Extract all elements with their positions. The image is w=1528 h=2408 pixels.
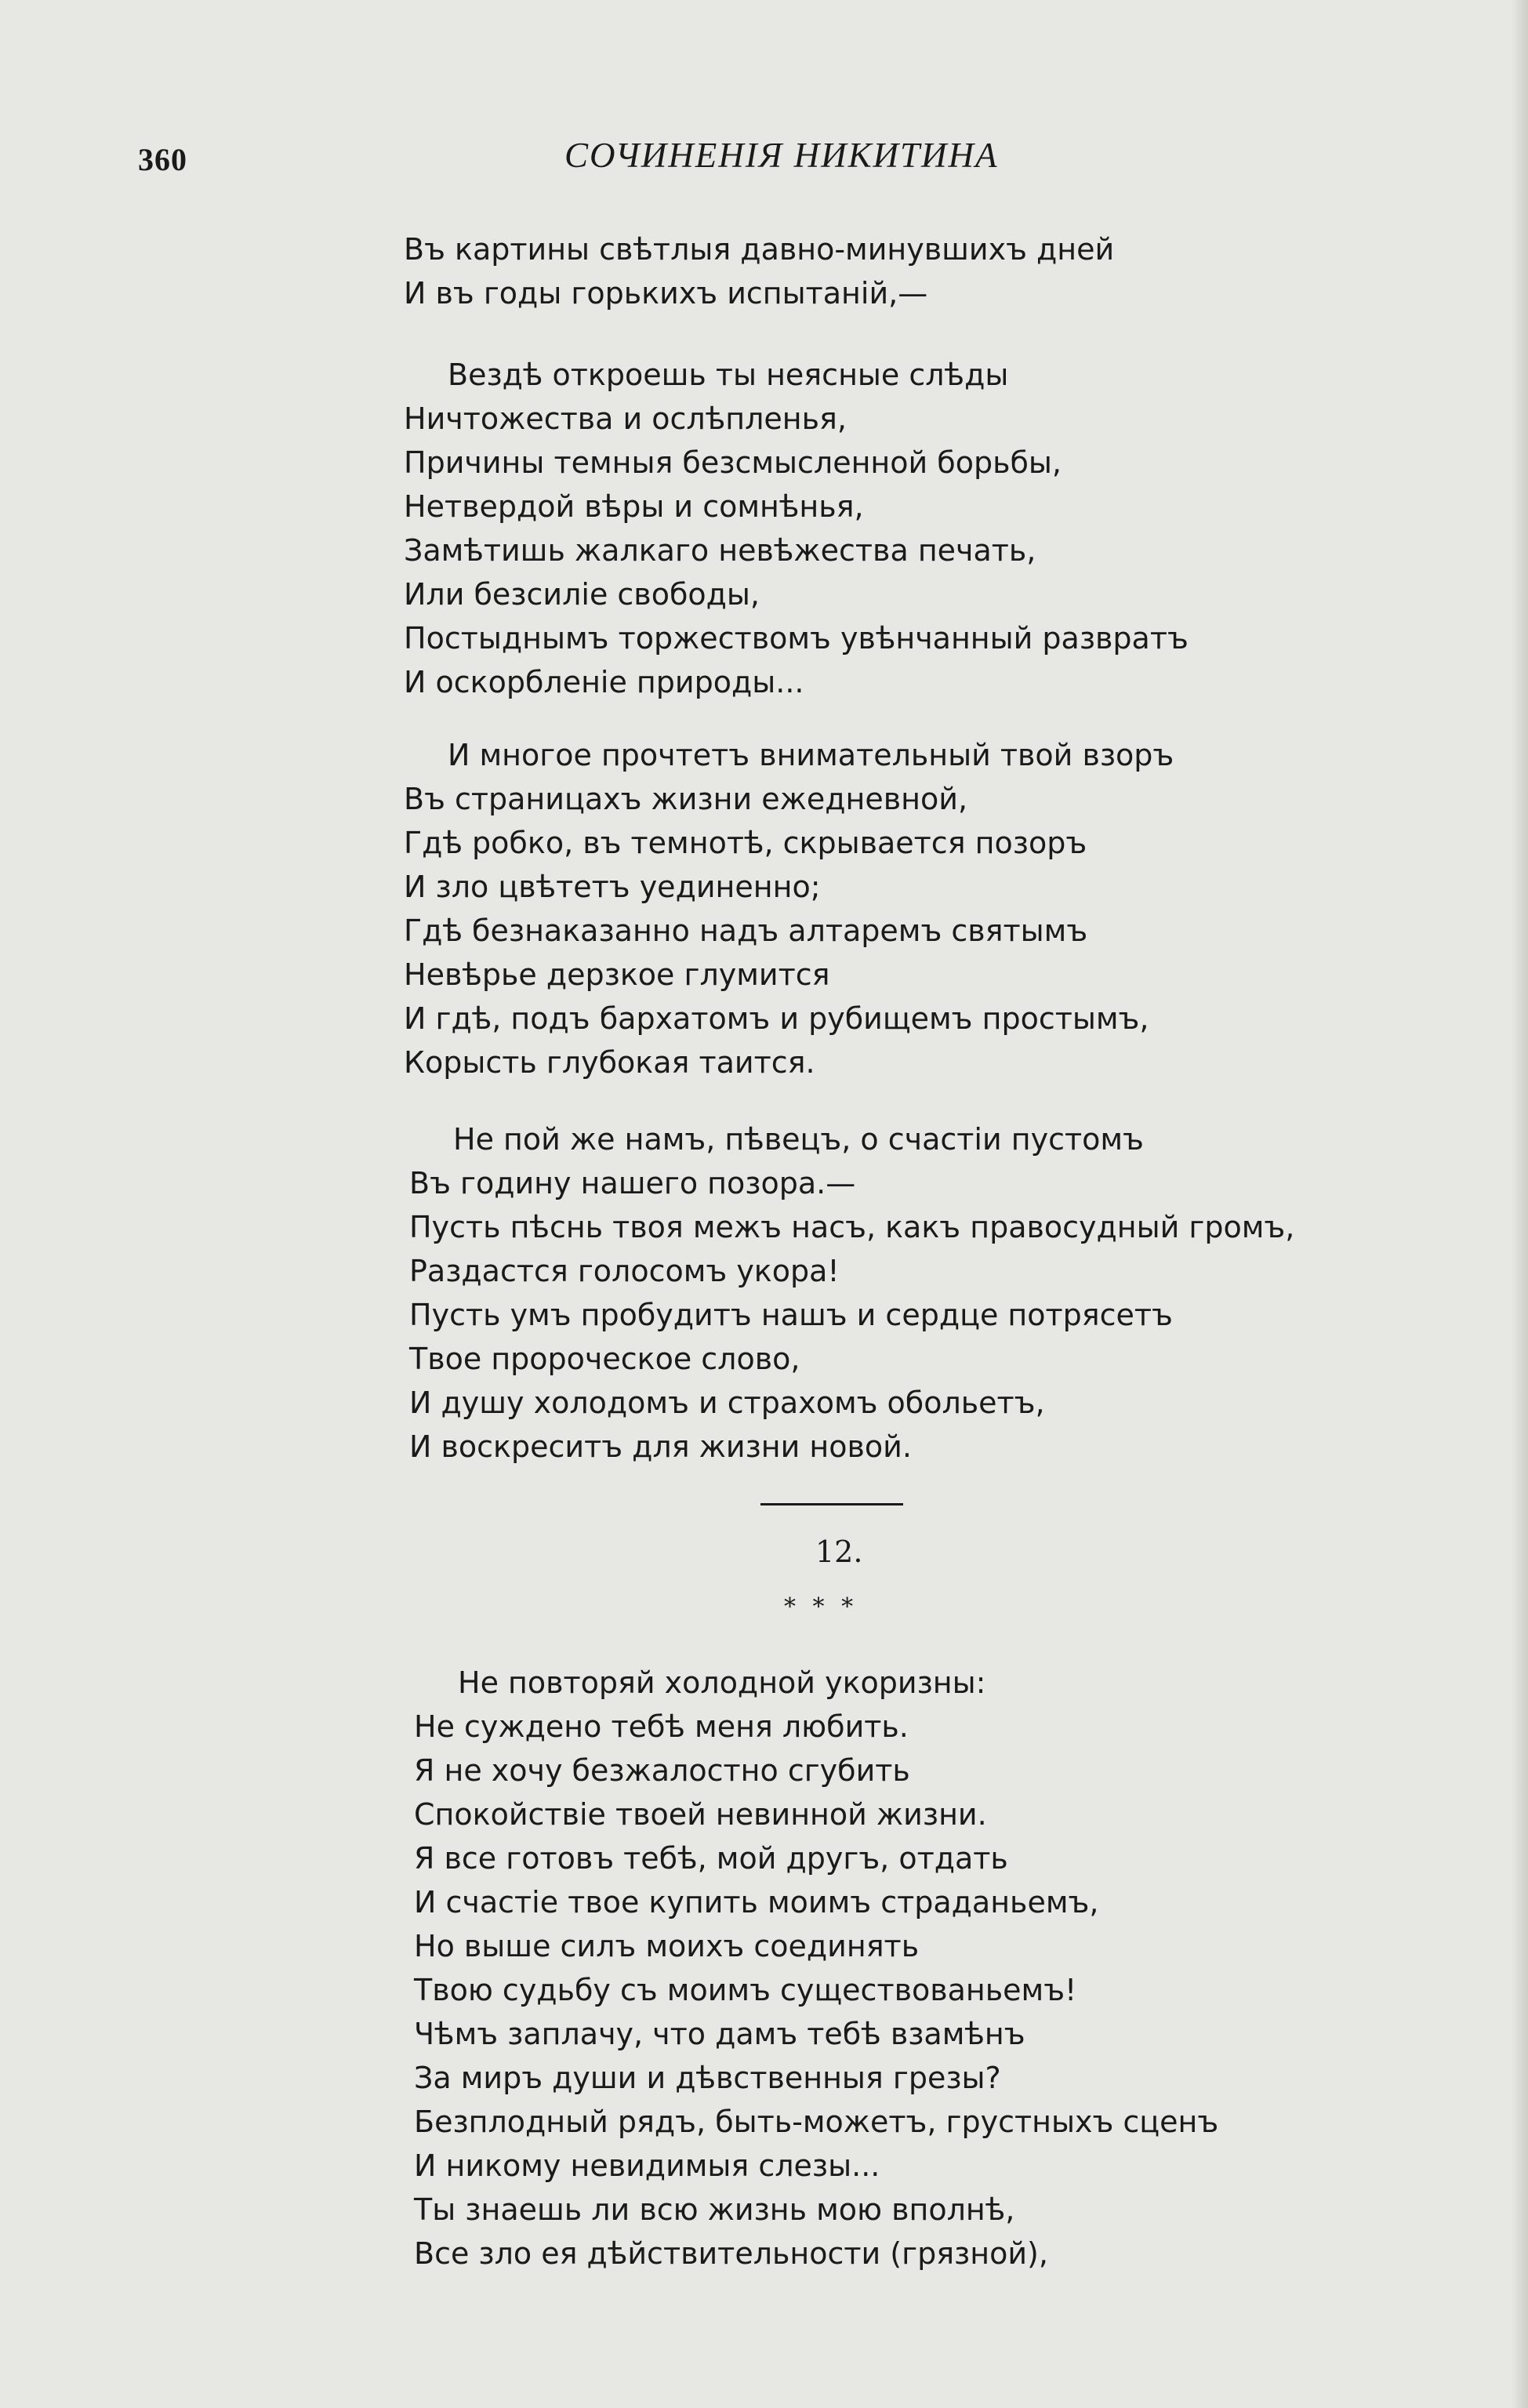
page-edge	[1511, 0, 1528, 2408]
verse-line: Въ страницахъ жизни ежедневной,	[404, 782, 968, 816]
verse-line: Спокойствіе твоей невинной жизни.	[414, 1797, 987, 1832]
verse-line: Причины темныя безсмысленной борьбы,	[404, 445, 1062, 480]
poem-12	[414, 1661, 1218, 2275]
verse-line: И никому невидимыя слезы...	[414, 2148, 880, 2183]
verse-line: И многое прочтетъ внимательный твой взоръ	[448, 738, 1174, 772]
verse-line: Ничтожества и ослѣпленья,	[404, 401, 847, 436]
verse-line: Но выше силъ моихъ соединять	[414, 1929, 920, 1963]
verse-line: Въ картины свѣтлыя давно-минувшихъ дней	[404, 232, 1115, 267]
verse-line: Ты знаешь ли всю жизнь мою вполнѣ,	[414, 2192, 1015, 2227]
verse-line: Гдѣ безнаказанно надъ алтаремъ святымъ	[404, 913, 1088, 948]
verse-line: И зло цвѣтетъ уединенно;	[404, 870, 821, 904]
verse-line: Пусть пѣснь твоя межъ насъ, какъ правосудный громъ,	[409, 1210, 1295, 1244]
verse-line: И оскорбленіе природы...	[404, 665, 804, 699]
verse-line: Корысть глубокая таится.	[404, 1045, 815, 1080]
verse-line: Твое пророческое слово,	[409, 1342, 800, 1376]
verse-line: И гдѣ, подъ бархатомъ и рубищемъ простымъ,	[404, 1001, 1149, 1036]
verse-line: Или безсиліе свободы,	[404, 577, 760, 612]
page-number: 360	[138, 142, 187, 177]
verse-line: Я не хочу безжалостно сгубить	[414, 1753, 910, 1788]
verse-line: Вездѣ откроешь ты неясные слѣды	[448, 358, 1009, 392]
verse-line: Все зло ея дѣйствительности (грязной),	[414, 2236, 1048, 2271]
running-title: СОЧИНЕНІЯ НИКИТИНА	[564, 136, 999, 175]
verse-line: Не пой же намъ, пѣвецъ, о счастіи пустомъ	[453, 1122, 1144, 1157]
verse-line: Твою судьбу съ моимъ существованьемъ!	[414, 1973, 1077, 2007]
stanza-2	[404, 353, 1189, 704]
verse-line: И душу холодомъ и страхомъ обольетъ,	[409, 1386, 1045, 1420]
verse-line: Я все готовъ тебѣ, мой другъ, отдать	[414, 1841, 1008, 1876]
verse-line: Не повторяй холодной укоризны:	[458, 1665, 986, 1700]
verse-line: Безплодный рядъ, быть-можетъ, грустныхъ сценъ	[414, 2105, 1219, 2139]
verse-line: Постыднымъ торжествомъ увѣнчанный развратъ	[404, 621, 1189, 656]
verse-line: Нетвердой вѣры и сомнѣнья,	[404, 489, 864, 524]
verse-line: Невѣрье дерзкое глумится	[404, 957, 830, 992]
stanza-4	[409, 1117, 1294, 1469]
verse-line: Не суждено тебѣ меня любить.	[414, 1709, 909, 1744]
verse-line: За миръ души и дѣвственныя грезы?	[414, 2061, 1001, 2095]
verse-line: Въ годину нашего позора.—	[409, 1166, 856, 1200]
verse-line: И счастіе твое купить моимъ страданьемъ,	[414, 1885, 1099, 1919]
verse-line: Чѣмъ заплачу, что дамъ тебѣ взамѣнъ	[414, 2017, 1025, 2051]
poem-number: 12.	[815, 1535, 863, 1569]
verse-line: Гдѣ робко, въ темнотѣ, скрывается позоръ	[404, 826, 1087, 860]
asterism: * * *	[784, 1593, 858, 1621]
verse-line: Пусть умъ пробудитъ нашъ и сердце потрясетъ	[409, 1298, 1173, 1332]
verse-line: И въ годы горькихъ испытаній,—	[404, 276, 928, 311]
verse-line: Замѣтишь жалкаго невѣжества печать,	[404, 533, 1036, 568]
verse-line: И воскреситъ для жизни новой.	[409, 1429, 912, 1464]
stanza-3	[404, 733, 1174, 1084]
stanza-1	[404, 227, 1114, 315]
verse-line: Раздастся голосомъ укора!	[409, 1254, 840, 1288]
section-divider	[760, 1503, 903, 1505]
